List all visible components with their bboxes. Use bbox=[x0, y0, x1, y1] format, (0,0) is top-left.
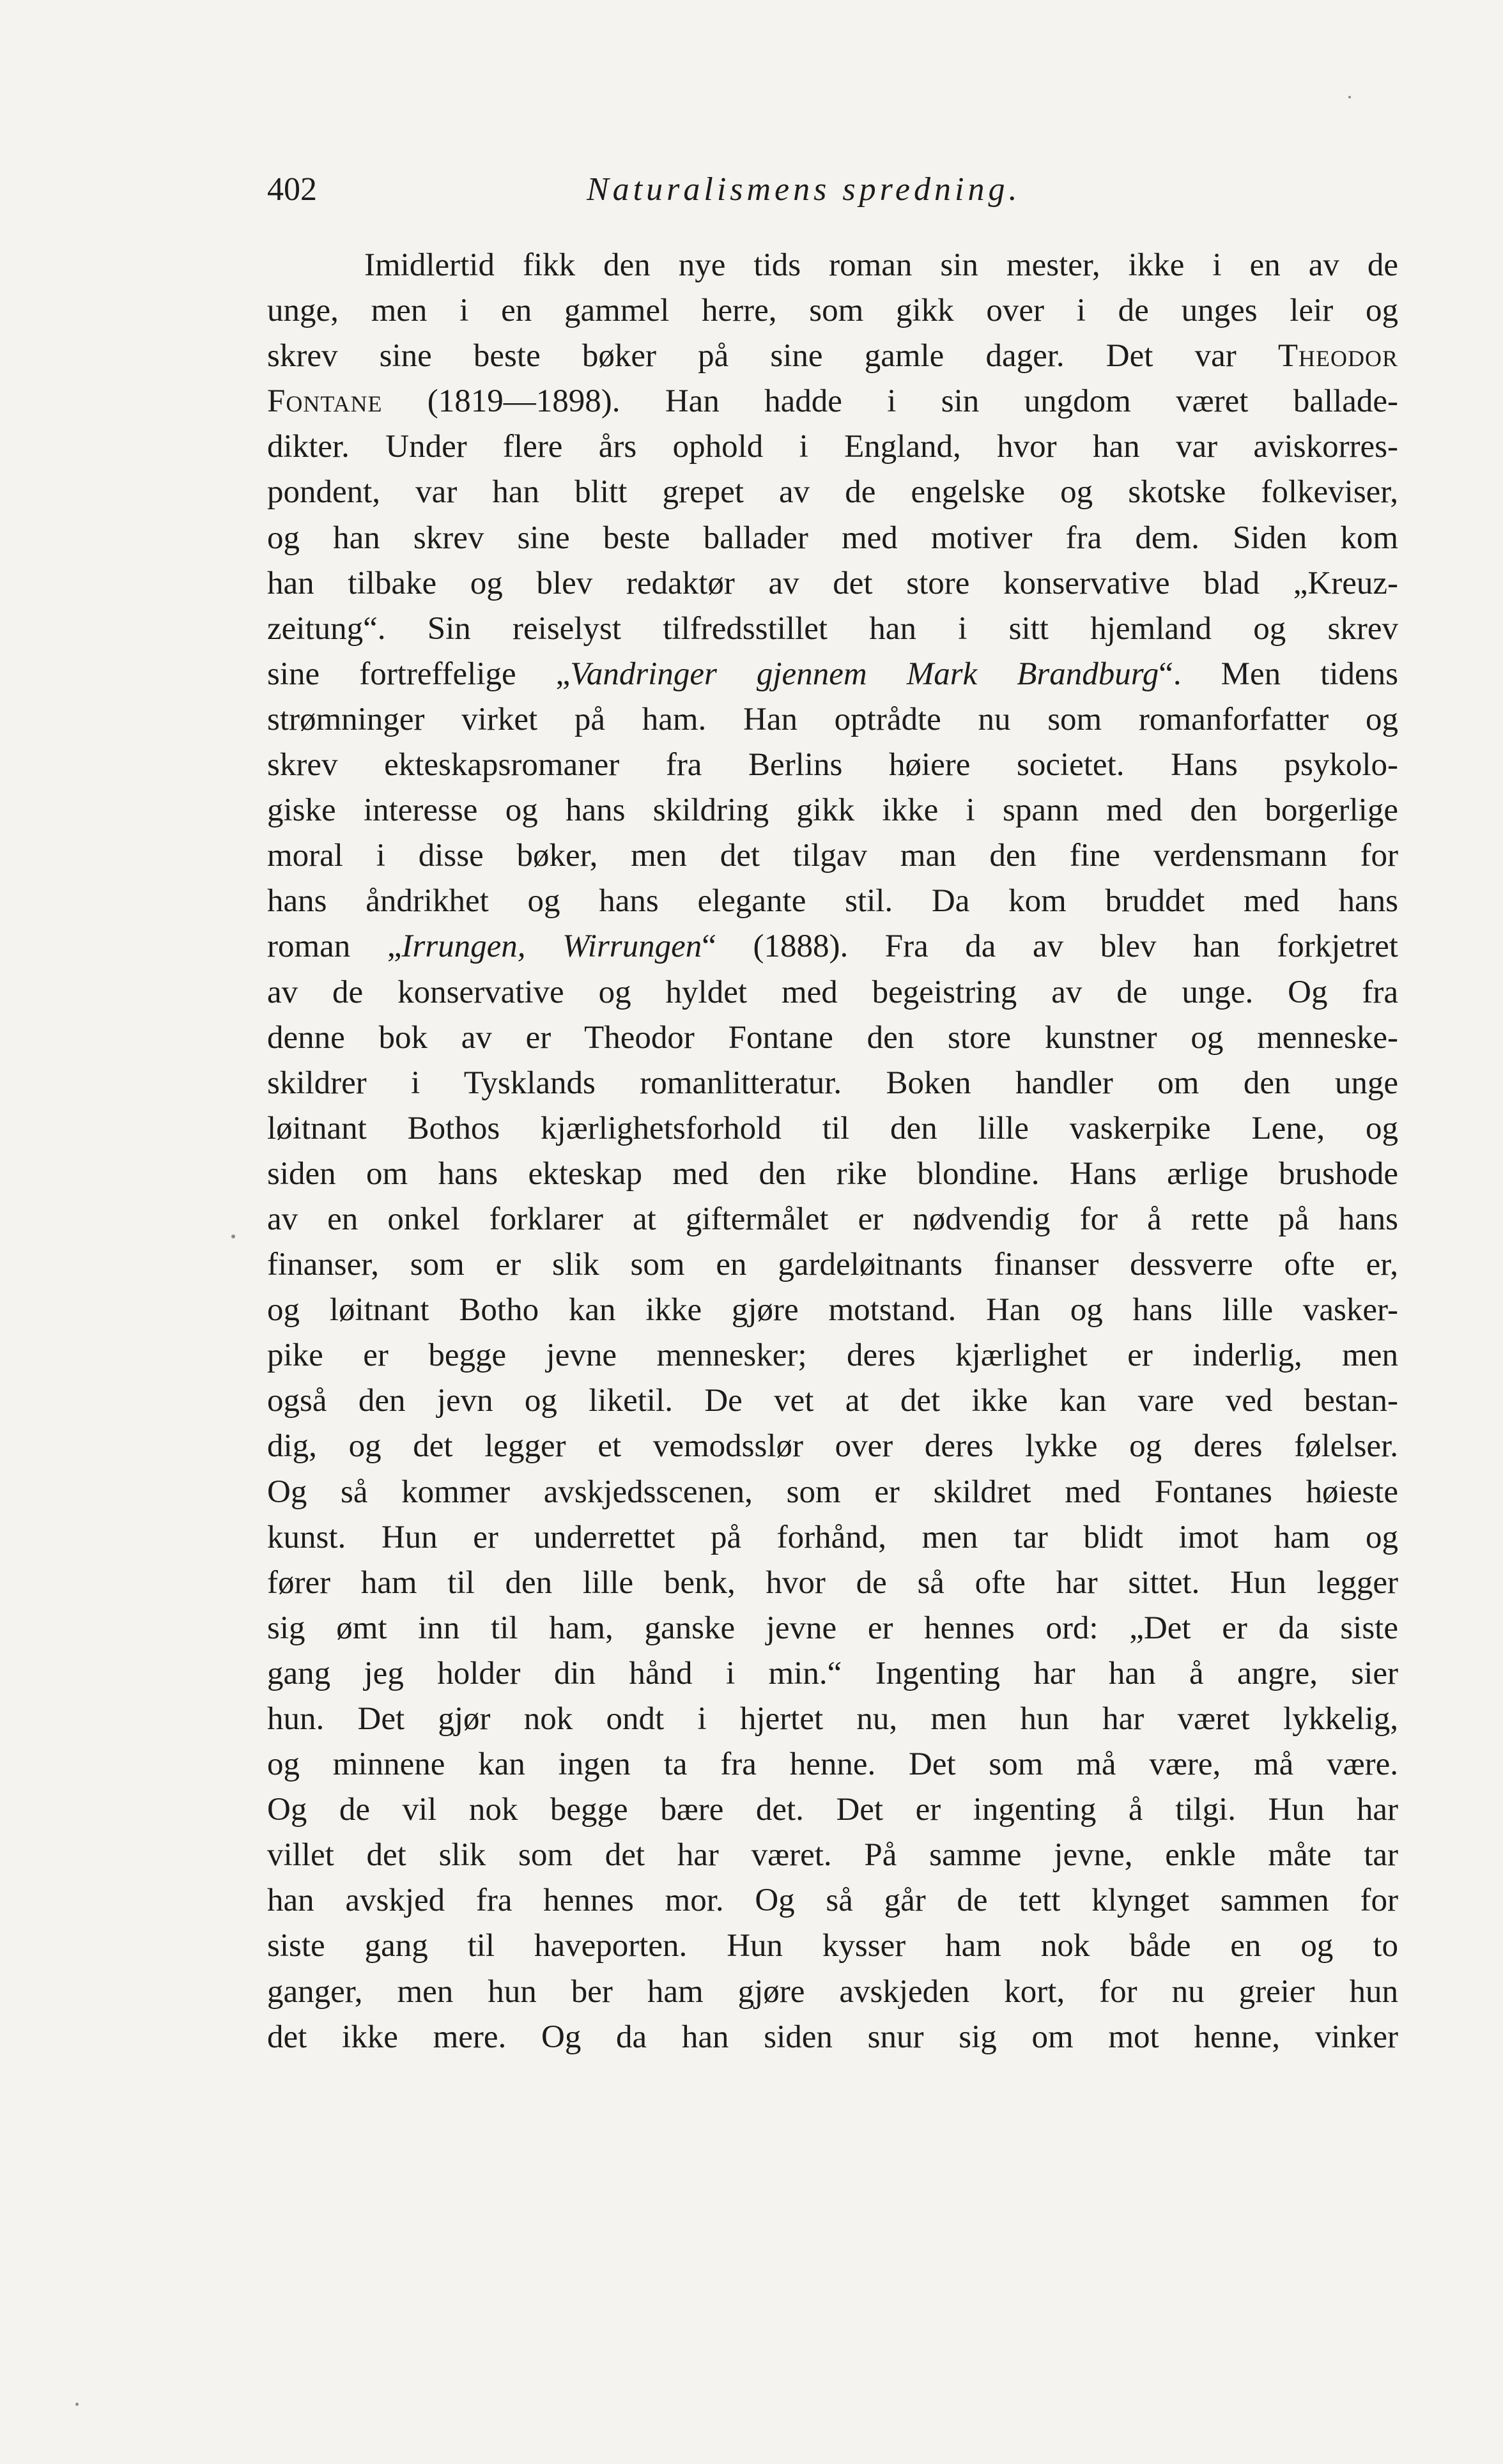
text-line: denne bok av er Theodor Fontane den store kunstner og menneske- bbox=[267, 1019, 1398, 1056]
text-line: moral i disse bøker, men det tilgav man den fine verdensmann for bbox=[267, 838, 1398, 874]
paper-speck bbox=[231, 1235, 235, 1238]
text-line: zeitung“. Sin reiselyst tilfredsstillet han i sitt hjemland og skrev bbox=[267, 610, 1398, 647]
paper-speck bbox=[75, 2403, 79, 2406]
text-line: dikter. Under flere års ophold i England, hvor han var aviskorres- bbox=[267, 429, 1398, 465]
text-line: og løitnant Botho kan ikke gjøre motstand. Han og hans lille vasker- bbox=[267, 1292, 1398, 1328]
text-line: sine fortreffelige „Vandringer gjennem Mark Brandburg“. Men tidens bbox=[267, 656, 1398, 692]
author-name-smallcaps: Fontane bbox=[267, 383, 383, 420]
text-line: giske interesse og hans skildring gikk ikke i spann med den borgerlige bbox=[267, 792, 1398, 829]
text-line: av de konservative og hyldet med begeistring av de unge. Og fra bbox=[267, 974, 1398, 1010]
text-line: og han skrev sine beste ballader med motiver fra dem. Siden kom bbox=[267, 520, 1398, 556]
text-line: av en onkel forklarer at giftermålet er nødvendig for å rette på hans bbox=[267, 1201, 1398, 1237]
text-line: roman „Irrungen, Wirrungen“ (1888). Fra da av blev han forkjetret bbox=[267, 928, 1398, 965]
text-line: og minnene kan ingen ta fra henne. Det som må være, må være. bbox=[267, 1746, 1398, 1783]
text-line: hun. Det gjør nok ondt i hjertet nu, men hun har været lykkelig, bbox=[267, 1701, 1398, 1737]
text-line: Og de vil nok begge bære det. Det er ingenting å tilgi. Hun har bbox=[267, 1792, 1398, 1828]
text-line: kunst. Hun er underrettet på forhånd, men tar blidt imot ham og bbox=[267, 1519, 1398, 1555]
page-number: 402 bbox=[267, 171, 317, 208]
text-line: skildrer i Tysklands romanlitteratur. Boken handler om den unge bbox=[267, 1065, 1398, 1101]
text-line: Imidlertid fikk den nye tids roman sin mester, ikke i en av de bbox=[364, 247, 1398, 283]
page-header bbox=[267, 167, 1398, 212]
text-line: Og så kommer avskjedsscenen, som er skildret med Fontanes høieste bbox=[267, 1474, 1398, 1510]
text-line: han tilbake og blev redaktør av det store konservative blad „Kreuz- bbox=[267, 565, 1398, 601]
text-line: dig, og det legger et vemodsslør over deres lykke og deres følelser. bbox=[267, 1428, 1398, 1465]
book-title-italic: Irrungen, Wirrungen bbox=[401, 928, 702, 965]
text-line: unge, men i en gammel herre, som gikk over i de unges leir og bbox=[267, 293, 1398, 329]
text-line: også den jevn og liketil. De vet at det ikke kan vare ved bestan- bbox=[267, 1383, 1398, 1419]
book-title-italic: Vandringer gjennem Mark Brandburg bbox=[570, 656, 1159, 692]
text-line: finanser, som er slik som en gardeløitnants finanser dessverre ofte er, bbox=[267, 1247, 1398, 1283]
author-name-smallcaps: Theodor bbox=[1277, 338, 1398, 374]
text-line: skrev sine beste bøker på sine gamle dager. Det var Theodor bbox=[267, 338, 1398, 374]
text-line: hans åndrikhet og hans elegante stil. Da kom bruddet med hans bbox=[267, 883, 1398, 920]
text-line: gang jeg holder din hånd i min.“ Ingenting har han å angre, sier bbox=[267, 1655, 1398, 1691]
text-line: siste gang til haveporten. Hun kysser ham nok både en og to bbox=[267, 1928, 1398, 1964]
text-line: skrev ekteskapsromaner fra Berlins høiere societet. Hans psykolo- bbox=[267, 747, 1398, 783]
text-line: han avskjed fra hennes mor. Og så går de tett klynget sammen for bbox=[267, 1883, 1398, 1919]
text-line: villet det slik som det har været. På samme jevne, enkle måte tar bbox=[267, 1837, 1398, 1874]
text-line: ganger, men hun ber ham gjøre avskjeden kort, for nu greier hun bbox=[267, 1973, 1398, 2010]
text-line: fører ham til den lille benk, hvor de så ofte har sittet. Hun legger bbox=[267, 1564, 1398, 1601]
text-line: løitnant Bothos kjærlighetsforhold til den lille vaskerpike Lene, og bbox=[267, 1110, 1398, 1146]
body-paragraph bbox=[267, 243, 1398, 2060]
text-line: pondent, var han blitt grepet av de engelske og skotske folkeviser, bbox=[267, 474, 1398, 511]
text-line: Fontane (1819—1898). Han hadde i sin ungdom været ballade- bbox=[267, 383, 1398, 420]
text-line: siden om hans ekteskap med den rike blondine. Hans ærlige brushode bbox=[267, 1155, 1398, 1192]
running-title: Naturalismens spredning. bbox=[587, 171, 1021, 208]
text-line: strømninger virket på ham. Han optrådte nu som romanforfatter og bbox=[267, 701, 1398, 737]
text-line: sig ømt inn til ham, ganske jevne er hennes ord: „Det er da siste bbox=[267, 1610, 1398, 1646]
text-line: pike er begge jevne mennesker; deres kjærlighet er inderlig, men bbox=[267, 1337, 1398, 1374]
paper-speck bbox=[1348, 96, 1351, 98]
text-line: det ikke mere. Og da han siden snur sig om mot henne, vinker bbox=[267, 2019, 1398, 2055]
